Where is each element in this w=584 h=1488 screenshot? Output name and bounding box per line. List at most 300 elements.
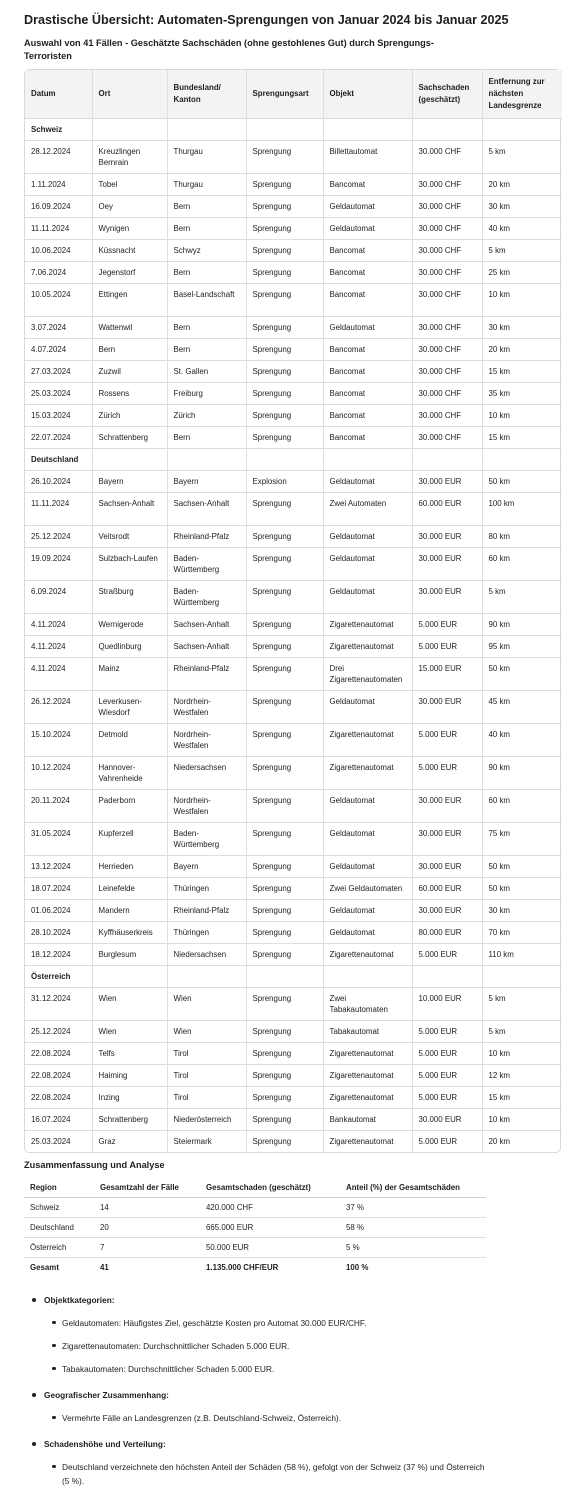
cell-datum: 22.08.2024 (25, 1064, 92, 1086)
cell-ort: Hannover-Vahrenheide (92, 756, 167, 789)
cell-bundesland: Baden-Württemberg (167, 822, 246, 855)
cell-entfernung: 5 km (482, 1020, 562, 1042)
summary-header-cases: Gesamtzahl der Fälle (94, 1178, 200, 1198)
table-row (25, 635, 562, 657)
cell-bundesland: St. Gallen (167, 360, 246, 382)
cell-bundesland: Bern (167, 426, 246, 448)
cell-sprengungsart: Sprengung (246, 943, 323, 965)
summary-table-body (24, 1198, 486, 1278)
analysis-item-label: Objektkategorien: (44, 1294, 115, 1305)
cell-ort: Leverkusen-Wiesdorf (92, 690, 167, 723)
cell-ort: Rossens (92, 382, 167, 404)
cell-ort: Straßburg (92, 580, 167, 613)
table-row (25, 943, 562, 965)
cell-ort: Wattenwil (92, 316, 167, 338)
cell-sprengungsart: Sprengung (246, 613, 323, 635)
cell-objekt: Geldautomat (323, 690, 412, 723)
cell-sprengungsart: Sprengung (246, 657, 323, 690)
cell-sachschaden: 5.000 EUR (412, 1020, 482, 1042)
section-empty-cell (482, 965, 562, 987)
section-row (25, 118, 562, 140)
table-row (25, 492, 562, 525)
cell-entfernung: 70 km (482, 921, 562, 943)
cell-sachschaden: 30.000 EUR (412, 822, 482, 855)
cell-datum: 25.12.2024 (25, 525, 92, 547)
cell-objekt: Zigarettenautomat (323, 723, 412, 756)
cell-bundesland: Steiermark (167, 1130, 246, 1152)
table-row (25, 1042, 562, 1064)
cell-datum: 4.07.2024 (25, 338, 92, 360)
cell-sachschaden: 30.000 CHF (412, 426, 482, 448)
analysis-subitem: Geldautomaten: Häufigstes Ziel, geschätzte Kosten pro Automat 30.000 EUR/CHF. (62, 1316, 492, 1330)
incident-table (25, 70, 562, 1152)
table-row (25, 756, 562, 789)
cell-ort: Sulzbach-Laufen (92, 547, 167, 580)
summary-total-region: Gesamt (30, 1263, 59, 1272)
cell-sachschaden: 5.000 EUR (412, 613, 482, 635)
summary-row (24, 1198, 486, 1218)
cell-sprengungsart: Sprengung (246, 360, 323, 382)
cell-entfernung: 45 km (482, 690, 562, 723)
cell-sprengungsart: Sprengung (246, 1086, 323, 1108)
table-row (25, 613, 562, 635)
table-row (25, 525, 562, 547)
summary-cell-cases: 7 (94, 1238, 200, 1258)
cell-sprengungsart: Sprengung (246, 723, 323, 756)
cell-entfernung: 60 km (482, 547, 562, 580)
cell-datum: 11.11.2024 (25, 492, 92, 525)
cell-bundesland: Tirol (167, 1086, 246, 1108)
cell-ort: Wien (92, 987, 167, 1020)
cell-sachschaden: 30.000 CHF (412, 316, 482, 338)
table-row (25, 239, 562, 261)
cell-entfernung: 90 km (482, 613, 562, 635)
summary-cell-region: Österreich (24, 1238, 94, 1258)
summary-table (24, 1178, 486, 1278)
cell-datum: 28.10.2024 (25, 921, 92, 943)
table-row (25, 580, 562, 613)
cell-sprengungsart: Explosion (246, 470, 323, 492)
cell-objekt: Zigarettenautomat (323, 613, 412, 635)
cell-objekt: Geldautomat (323, 195, 412, 217)
cell-datum: 15.10.2024 (25, 723, 92, 756)
cell-entfernung: 25 km (482, 261, 562, 283)
cell-bundesland: Niedersachsen (167, 756, 246, 789)
table-row (25, 470, 562, 492)
cell-objekt: Tabakautomat (323, 1020, 412, 1042)
cell-objekt: Billettautomat (323, 140, 412, 173)
header-sachschaden: Sachschaden (geschätzt) (412, 70, 482, 118)
cell-bundesland: Freiburg (167, 382, 246, 404)
cell-entfernung: 60 km (482, 789, 562, 822)
cell-ort: Kreuzlingen Bernrain (92, 140, 167, 173)
section-row (25, 448, 562, 470)
table-row (25, 217, 562, 239)
table-row (25, 855, 562, 877)
cell-sprengungsart: Sprengung (246, 822, 323, 855)
cell-ort: Tobel (92, 173, 167, 195)
cell-objekt: Geldautomat (323, 899, 412, 921)
cell-bundesland: Niedersachsen (167, 943, 246, 965)
cell-datum: 20.11.2024 (25, 789, 92, 822)
cell-datum: 25.03.2024 (25, 382, 92, 404)
cell-datum: 7.06.2024 (25, 261, 92, 283)
cell-sprengungsart: Sprengung (246, 261, 323, 283)
analysis-list (24, 1294, 560, 1488)
cell-entfernung: 15 km (482, 426, 562, 448)
cell-objekt: Geldautomat (323, 316, 412, 338)
cell-datum: 4.11.2024 (25, 635, 92, 657)
cell-entfernung: 50 km (482, 877, 562, 899)
cell-sachschaden: 10.000 EUR (412, 987, 482, 1020)
cell-objekt: Zigarettenautomat (323, 1130, 412, 1152)
summary-cell-damage: 665.000 EUR (200, 1218, 340, 1238)
cell-ort: Oey (92, 195, 167, 217)
cell-entfernung: 50 km (482, 855, 562, 877)
cell-sachschaden: 5.000 EUR (412, 635, 482, 657)
cell-bundesland: Thurgau (167, 140, 246, 173)
summary-total-row (24, 1258, 486, 1278)
cell-bundesland: Bern (167, 338, 246, 360)
cell-ort: Haiming (92, 1064, 167, 1086)
cell-ort: Graz (92, 1130, 167, 1152)
cell-ort: Veitsrodt (92, 525, 167, 547)
cell-sachschaden: 30.000 EUR (412, 1108, 482, 1130)
summary-cell-damage: 50.000 EUR (200, 1238, 340, 1258)
section-empty-cell (167, 118, 246, 140)
summary-header-region: Region (24, 1178, 94, 1198)
cell-objekt: Zwei Geldautomaten (323, 877, 412, 899)
cell-sachschaden: 15.000 EUR (412, 657, 482, 690)
cell-sprengungsart: Sprengung (246, 173, 323, 195)
cell-ort: Kyffhäuserkreis (92, 921, 167, 943)
cell-entfernung: 15 km (482, 360, 562, 382)
summary-total-share: 100 % (346, 1263, 369, 1272)
cell-datum: 13.12.2024 (25, 855, 92, 877)
table-row (25, 261, 562, 283)
summary-cell-share: 37 % (340, 1198, 486, 1218)
cell-datum: 19.09.2024 (25, 547, 92, 580)
table-row (25, 690, 562, 723)
analysis-sublist (44, 1411, 560, 1425)
table-row (25, 382, 562, 404)
cell-sachschaden: 30.000 CHF (412, 382, 482, 404)
cell-objekt: Bancomat (323, 338, 412, 360)
cell-entfernung: 95 km (482, 635, 562, 657)
incident-table-header-row (25, 70, 562, 118)
cell-bundesland: Tirol (167, 1042, 246, 1064)
cell-bundesland: Bern (167, 195, 246, 217)
cell-sachschaden: 30.000 EUR (412, 789, 482, 822)
section-empty-cell (92, 118, 167, 140)
summary-cell-share: 5 % (340, 1238, 486, 1258)
cell-sachschaden: 30.000 CHF (412, 261, 482, 283)
summary-total-damage: 1.135.000 CHF/EUR (206, 1263, 279, 1272)
summary-heading: Zusammenfassung und Analyse (24, 1159, 165, 1170)
cell-sprengungsart: Sprengung (246, 1042, 323, 1064)
header-ort: Ort (92, 70, 167, 118)
summary-table-container (24, 1178, 560, 1278)
cell-entfernung: 12 km (482, 1064, 562, 1086)
cell-bundesland: Rheinland-Pfalz (167, 899, 246, 921)
cell-entfernung: 5 km (482, 140, 562, 173)
section-empty-cell (482, 448, 562, 470)
header-sprengungsart: Sprengungsart (246, 70, 323, 118)
cell-objekt: Bancomat (323, 426, 412, 448)
cell-ort: Wernigerode (92, 613, 167, 635)
analysis-item (44, 1438, 560, 1488)
section-empty-cell (412, 118, 482, 140)
cell-datum: 26.10.2024 (25, 470, 92, 492)
cell-datum: 31.05.2024 (25, 822, 92, 855)
cell-sachschaden: 30.000 CHF (412, 195, 482, 217)
cell-objekt: Geldautomat (323, 921, 412, 943)
section-empty-cell (412, 965, 482, 987)
table-row (25, 140, 562, 173)
cell-objekt: Zwei Tabakautomaten (323, 987, 412, 1020)
cell-sprengungsart: Sprengung (246, 338, 323, 360)
cell-entfernung: 40 km (482, 723, 562, 756)
section-row (25, 965, 562, 987)
cell-sachschaden: 5.000 EUR (412, 756, 482, 789)
cell-entfernung: 20 km (488, 1136, 510, 1146)
cell-sachschaden: 60.000 EUR (412, 492, 482, 525)
cell-sachschaden: 60.000 EUR (412, 877, 482, 899)
cell-ort: Wien (92, 1020, 167, 1042)
analysis-sublist (44, 1460, 560, 1488)
cell-bundesland: Nordrhein-Westfalen (167, 690, 246, 723)
cell-datum: 16.09.2024 (25, 195, 92, 217)
table-row (25, 338, 562, 360)
cell-datum: 16.07.2024 (25, 1108, 92, 1130)
cell-sprengungsart: Sprengung (246, 426, 323, 448)
cell-datum: 18.07.2024 (25, 877, 92, 899)
cell-entfernung: 80 km (482, 525, 562, 547)
cell-ort: Küssnacht (92, 239, 167, 261)
cell-entfernung: 100 km (482, 492, 562, 525)
table-row (25, 1086, 562, 1108)
cell-datum: 10.06.2024 (25, 239, 92, 261)
table-row (25, 921, 562, 943)
cell-sachschaden: 30.000 EUR (412, 525, 482, 547)
cell-objekt: Zigarettenautomat (323, 1086, 412, 1108)
cell-datum: 31.12.2024 (25, 987, 92, 1020)
summary-cell-region: Deutschland (24, 1218, 94, 1238)
cell-sachschaden: 30.000 CHF (412, 140, 482, 173)
cell-objekt: Zigarettenautomat (323, 1064, 412, 1086)
cell-sprengungsart: Sprengung (246, 756, 323, 789)
cell-sprengungsart: Sprengung (246, 283, 323, 316)
cell-datum: 18.12.2024 (25, 943, 92, 965)
cell-datum: 26.12.2024 (25, 690, 92, 723)
cell-sachschaden: 30.000 EUR (412, 855, 482, 877)
cell-sachschaden: 5.000 EUR (412, 1064, 482, 1086)
cell-entfernung: 30 km (482, 195, 562, 217)
section-empty-cell (412, 448, 482, 470)
cell-datum: 25.03.2024 (25, 1130, 92, 1152)
cell-ort: Schrattenberg (92, 1108, 167, 1130)
section-empty-cell (167, 965, 246, 987)
cell-objekt: Geldautomat (323, 470, 412, 492)
cell-entfernung: 10 km (482, 283, 562, 316)
summary-header-share: Anteil (%) der Gesamtschäden (340, 1178, 486, 1198)
cell-objekt: Bancomat (323, 283, 412, 316)
cell-ort: Wynigen (92, 217, 167, 239)
table-row (25, 723, 562, 756)
cell-sprengungsart: Sprengung (246, 580, 323, 613)
cell-sprengungsart: Sprengung (246, 635, 323, 657)
cell-ort: Bern (92, 338, 167, 360)
cell-bundesland: Niederösterreich (167, 1108, 246, 1130)
header-datum: Datum (25, 70, 92, 118)
cell-objekt: Bancomat (323, 261, 412, 283)
summary-cell-cases: 20 (94, 1218, 200, 1238)
cell-entfernung: 10 km (482, 1042, 562, 1064)
section-empty-cell (167, 448, 246, 470)
cell-entfernung: 30 km (482, 899, 562, 921)
header-bundesland: Bundesland/ Kanton (167, 70, 246, 118)
cell-datum: 25.12.2024 (25, 1020, 92, 1042)
cell-entfernung: 110 km (482, 943, 562, 965)
section-empty-cell (246, 118, 323, 140)
cell-datum: 1.11.2024 (25, 173, 92, 195)
cell-sachschaden: 30.000 EUR (412, 899, 482, 921)
cell-sachschaden: 80.000 EUR (412, 921, 482, 943)
cell-sachschaden: 5.000 EUR (412, 1086, 482, 1108)
cell-objekt: Geldautomat (323, 822, 412, 855)
cell-sachschaden: 5.000 EUR (412, 1130, 482, 1152)
page-title: Drastische Übersicht: Automaten-Sprengungen von Januar 2024 bis Januar 2025 (24, 13, 509, 27)
cell-entfernung: 20 km (482, 173, 562, 195)
section-empty-cell (92, 965, 167, 987)
cell-objekt: Geldautomat (323, 855, 412, 877)
analysis-item-label: Schadenshöhe und Verteilung: (44, 1438, 166, 1449)
cell-objekt: Zigarettenautomat (323, 943, 412, 965)
cell-bundesland: Zürich (167, 404, 246, 426)
cell-entfernung: 35 km (482, 382, 562, 404)
cell-bundesland: Sachsen-Anhalt (167, 613, 246, 635)
cell-objekt: Bankautomat (323, 1108, 412, 1130)
analysis-subitem: Vermehrte Fälle an Landesgrenzen (z.B. Deutschland-Schweiz, Österreich). (62, 1411, 492, 1425)
section-empty-cell (482, 118, 562, 140)
cell-bundesland: Baden-Württemberg (167, 547, 246, 580)
cell-datum: 22.08.2024 (25, 1042, 92, 1064)
analysis-item (44, 1389, 560, 1425)
table-row (25, 1020, 562, 1042)
cell-bundesland: Nordrhein-Westfalen (167, 789, 246, 822)
analysis-sublist (44, 1316, 560, 1376)
cell-entfernung: 10 km (482, 1108, 562, 1130)
cell-sachschaden: 30.000 CHF (412, 239, 482, 261)
table-row (25, 426, 562, 448)
cell-datum: 15.03.2024 (25, 404, 92, 426)
table-row (25, 822, 562, 855)
cell-entfernung: 15 km (482, 1086, 562, 1108)
cell-datum: 4.11.2024 (25, 657, 92, 690)
cell-ort: Zuzwil (92, 360, 167, 382)
table-row (25, 1064, 562, 1086)
cell-sprengungsart: Sprengung (246, 1108, 323, 1130)
cell-objekt: Geldautomat (323, 580, 412, 613)
cell-objekt: Zigarettenautomat (323, 635, 412, 657)
cell-sprengungsart: Sprengung (246, 987, 323, 1020)
cell-objekt: Geldautomat (323, 547, 412, 580)
cell-bundesland: Bayern (167, 855, 246, 877)
cell-bundesland: Wien (167, 1020, 246, 1042)
cell-entfernung: 75 km (482, 822, 562, 855)
summary-header-damage: Gesamtschaden (geschätzt) (200, 1178, 340, 1198)
table-row (25, 877, 562, 899)
cell-ort: Schrattenberg (92, 426, 167, 448)
cell-objekt: Geldautomat (323, 525, 412, 547)
cell-sprengungsart: Sprengung (246, 525, 323, 547)
cell-objekt: Bancomat (323, 382, 412, 404)
cell-sachschaden: 5.000 EUR (412, 1042, 482, 1064)
cell-entfernung: 30 km (482, 316, 562, 338)
section-label: Österreich (25, 965, 92, 987)
cell-ort: Burglesum (92, 943, 167, 965)
cell-bundesland: Bern (167, 261, 246, 283)
table-row (25, 789, 562, 822)
table-row (25, 1130, 562, 1152)
cell-objekt: Geldautomat (323, 789, 412, 822)
summary-total-cases: 41 (100, 1263, 109, 1272)
table-row (25, 547, 562, 580)
cell-bundesland: Sachsen-Anhalt (167, 492, 246, 525)
cell-objekt: Zwei Automaten (323, 492, 412, 525)
cell-datum: 27.03.2024 (25, 360, 92, 382)
cell-sprengungsart: Sprengung (246, 195, 323, 217)
cell-objekt: Bancomat (323, 173, 412, 195)
cell-objekt: Geldautomat (323, 217, 412, 239)
cell-sachschaden: 30.000 CHF (412, 283, 482, 316)
section-label: Schweiz (25, 118, 92, 140)
cell-bundesland: Rheinland-Pfalz (167, 525, 246, 547)
cell-sprengungsart: Sprengung (246, 382, 323, 404)
section-label: Deutschland (25, 448, 92, 470)
summary-cell-damage: 420.000 CHF (200, 1198, 340, 1218)
cell-datum: 4.11.2024 (25, 613, 92, 635)
header-entfernung: Entfernung zur nächsten Landesgrenze (482, 70, 562, 118)
cell-bundesland: Thüringen (167, 877, 246, 899)
table-row (25, 987, 562, 1020)
cell-sprengungsart: Sprengung (246, 140, 323, 173)
cell-sachschaden: 30.000 CHF (412, 360, 482, 382)
cell-sachschaden: 30.000 CHF (412, 217, 482, 239)
cell-sprengungsart: Sprengung (246, 789, 323, 822)
section-empty-cell (323, 118, 412, 140)
cell-sprengungsart: Sprengung (246, 404, 323, 426)
cell-objekt: Drei Zigarettenautomaten (323, 657, 412, 690)
cell-sprengungsart: Sprengung (246, 921, 323, 943)
cell-sprengungsart: Sprengung (246, 690, 323, 723)
cell-sachschaden: 30.000 CHF (412, 338, 482, 360)
cell-entfernung: 40 km (482, 217, 562, 239)
analysis-item-label: Geografischer Zusammenhang: (44, 1389, 169, 1400)
analysis-subitem: Zigarettenautomaten: Durchschnittlicher Schaden 5.000 EUR. (62, 1339, 492, 1353)
cell-datum: 3.07.2024 (25, 316, 92, 338)
cell-ort: Jegenstorf (92, 261, 167, 283)
cell-entfernung: 90 km (482, 756, 562, 789)
cell-bundesland: Bern (167, 217, 246, 239)
cell-bundesland: Basel-Landschaft (167, 283, 246, 316)
cell-bundesland: Thurgau (167, 173, 246, 195)
cell-sprengungsart: Sprengung (246, 877, 323, 899)
page-subtitle: Auswahl von 41 Fällen - Geschätzte Sachschäden (ohne gestohlenes Gut) durch Sprengungs-Terroristen (24, 38, 434, 61)
cell-sachschaden: 30.000 CHF (412, 404, 482, 426)
cell-sachschaden: 30.000 EUR (412, 580, 482, 613)
cell-ort: Zürich (92, 404, 167, 426)
